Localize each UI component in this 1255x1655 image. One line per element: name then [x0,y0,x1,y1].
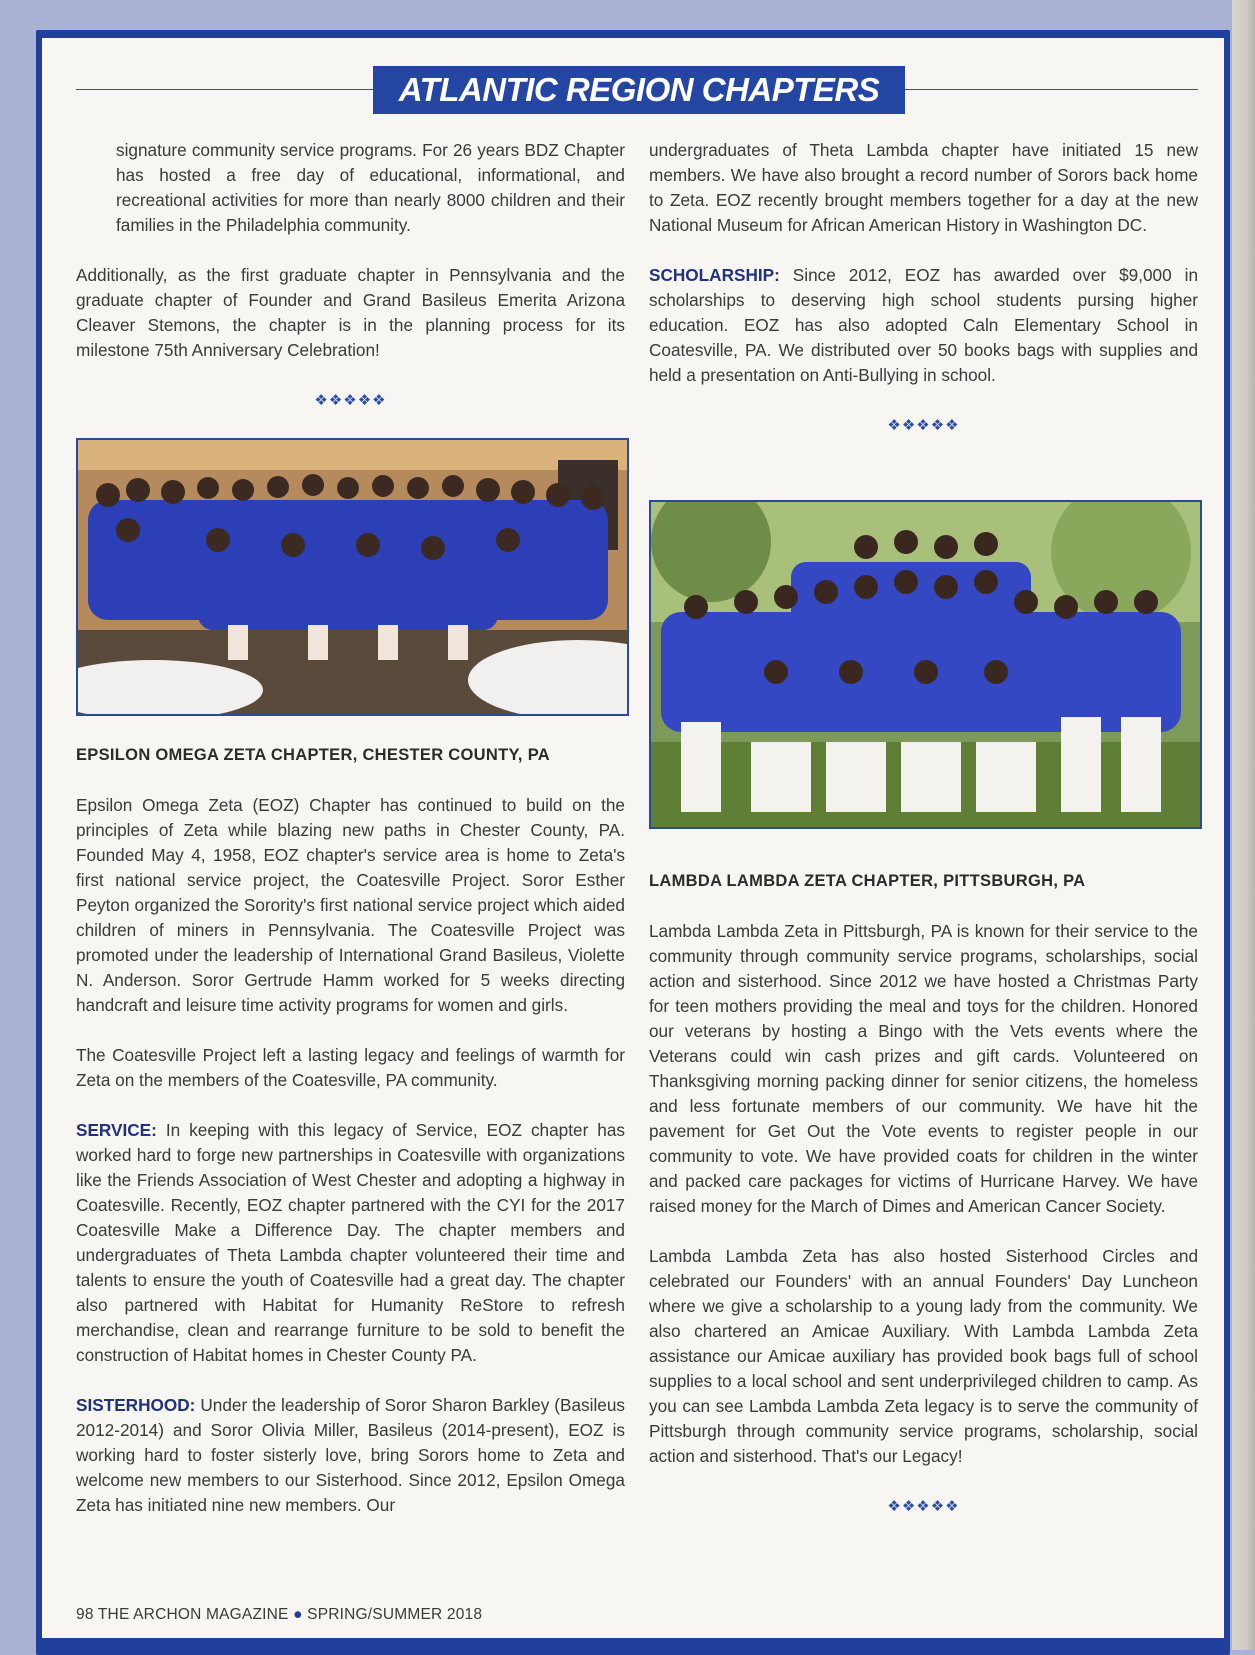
service-text: In keeping with this legacy of Service, EOZ chapter has worked hard to forge new partnerships in Coatesville with organizations like the Friends Association of West Chester and adopting a highway in Coatesville. Recently, EOZ chapter partnered with the CYI for the 2017 Coatesville Make a Difference Day. The chapter members and undergraduates of Theta Lambda chapter volunteered their time and talents to ensure the youth of Coatesville had a great day. The chapter also partnered with Habitat for Humanity ReStore to refresh merchandise, clean and rearrange furniture to be sold to benefit the construction of Habitat homes in Chester County PA. [76,1120,625,1365]
left-column-top [76,138,625,438]
scholarship-lead: SCHOLARSHIP: [649,265,780,285]
eoz-undergrad-paragraph: undergraduates of Theta Lambda chapter have initiated 15 new members. We have also brought a record number of Sorors back home to Zeta. EOZ recently brought members together for a day at the new National Museum for African American History in Washington DC. [649,140,1198,235]
service-lead: SERVICE: [76,1120,157,1140]
magazine-title: THE ARCHON MAGAZINE [97,1606,289,1623]
page-number: 98 [76,1606,94,1623]
header-rule-right [905,89,1198,90]
issue-label: SPRING/SUMMER 2018 [307,1606,483,1623]
eoz-photo-illustration [78,440,627,714]
left-intro-paragraph: signature community service programs. For 26 years BDZ Chapter has hosted a free day of educational, informational, and recreational activities for more than nearly 8000 children and their families in the Philadelphia community. [116,140,625,235]
sisterhood-text: Under the leadership of Soror Sharon Barkley (Basileus 2012-2014) and Soror Olivia Miller, Basileus (2014-present), EOZ is working hard to foster sisterly love, bring Sorors home to Zeta and welcome new members to our Sisterhood. Since 2012, Epsilon Omega Zeta has initiated nine new members. Our [76,1395,625,1515]
page-edge [1232,0,1255,1650]
ornament-divider-bottom: ❖❖❖❖❖ [887,1498,960,1515]
eoz-sisterhood-paragraph [76,1393,625,1518]
footer-bullet: ● [293,1606,303,1623]
right-column-top [649,138,1198,463]
llz-sisterhood-paragraph: Lambda Lambda Zeta has also hosted Sisterhood Circles and celebrated our Founders' with an annual Founders' Day Luncheon where we give a scholarship to a young lady from the community. We also chartered an Amicae Auxiliary. With Lambda Lambda Zeta assistance our Amicae auxiliary has provided book bags full of school supplies to a local school and sent underprivileged children to camp. As you can see Lambda Lambda Zeta legacy is to serve the community of Pittsburgh through community service programs, scholarship, social action and sisterhood. That's our Legacy! [649,1246,1198,1466]
eoz-group-photo [76,438,629,716]
eoz-service-paragraph [76,1118,625,1368]
sisterhood-lead: SISTERHOOD: [76,1395,196,1415]
llz-photo-illustration [651,502,1200,827]
llz-chapter-heading: LAMBDA LAMBDA ZETA CHAPTER, PITTSBURGH, PA [649,872,1086,890]
eoz-scholarship-paragraph [649,263,1198,388]
left-column-bottom [76,743,625,1543]
eoz-legacy-paragraph: The Coatesville Project left a lasting legacy and feelings of warmth for Zeta on the members of the Coatesville, PA community. [76,1045,625,1090]
ornament-divider: ❖❖❖❖❖ [887,417,960,434]
right-column-bottom [649,869,1198,1544]
scholarship-text: Since 2012, EOZ has awarded over $9,000 in scholarships to deserving high school students pursing higher education. EOZ has also adopted Caln Elementary School in Coatesville, PA. We distributed over 50 books bags with supplies and held a presentation on Anti-Bullying in school. [649,265,1198,385]
page-footer [76,1606,482,1624]
llz-service-paragraph: Lambda Lambda Zeta in Pittsburgh, PA is known for their service to the community through community service programs, scholarships, social action and sisterhood. Since 2012 we have hosted a Christmas Party for teen mothers providing the meal and toys for the children. Honored our veterans by hosting a Bingo with the Vets events where the Veterans could win cash prizes and gift cards. Volunteered on Thanksgiving morning packing dinner for senior citizens, the homeless and less fortunate members of our community. We have hit the pavement for Get Out the Vote events to register people in our community to vote. We have provided coats for children in the winter and packed care packages for victims of Hurricane Harvey. We have raised money for the March of Dimes and American Cancer Society. [649,921,1198,1216]
section-banner: ATLANTIC REGION CHAPTERS [373,66,905,114]
eoz-history-paragraph: Epsilon Omega Zeta (EOZ) Chapter has continued to build on the principles of Zeta while blazing new paths in Chester County, PA. Founded May 4, 1958, EOZ chapter's service area is home to Zeta's first national service project, the Coatesville Project. Soror Esther Peyton organized the Sorority's first national service project which aided children of miners in Pennsylvania. The Coatesville Project was promoted under the leadership of International Grand Basileus, Violette N. Anderson. Soror Gertrude Hamm worked for 5 weeks directing handcraft and leisure time activity programs for women and girls. [76,795,625,1015]
llz-group-photo [649,500,1202,829]
header-rule-left [76,89,373,90]
left-anniversary-paragraph: Additionally, as the first graduate chapter in Pennsylvania and the graduate chapter of Founder and Grand Basileus Emerita Arizona Cleaver Stemons, the chapter is in the planning process for its milestone 75th Anniversary Celebration! [76,265,625,360]
eoz-chapter-heading: EPSILON OMEGA ZETA CHAPTER, CHESTER COUNTY, PA [76,746,550,764]
ornament-divider: ❖❖❖❖❖ [314,392,387,409]
